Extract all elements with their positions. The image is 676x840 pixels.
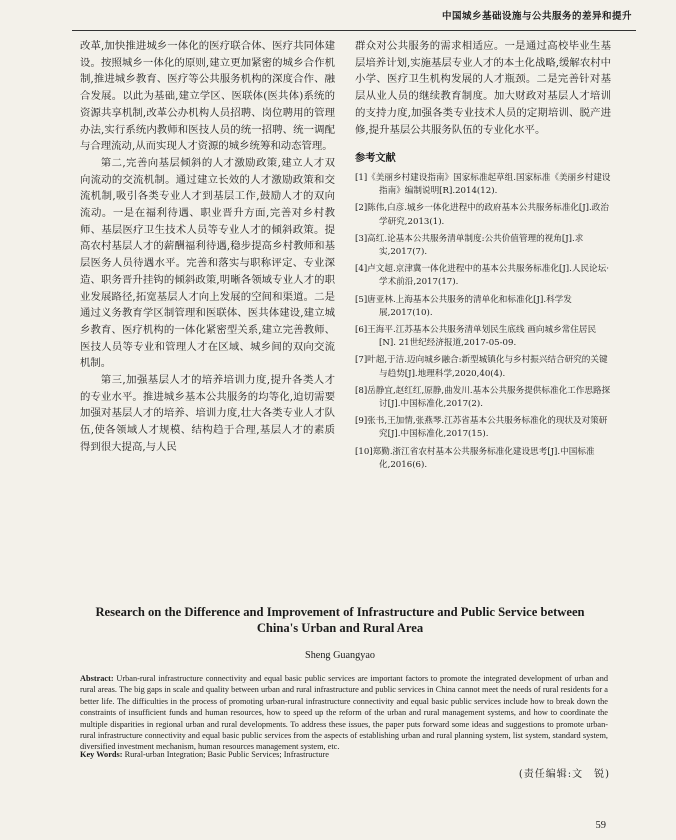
paragraph: 改革,加快推进城乡一体化的医疗联合体、医疗共同体建设。按照城乡一体化的原则,建立更加紧密的城乡合作机制,推进城乡教育、医疗等公共服务机构的深度合作、融合发展。以此为基础,建立学区、医联体(医共体)系统的资源共享机制,改革公办机构人员招聘、岗位聘用的管理办法,实行系统内教师和医技人员的统一招聘、统一调配与合理流动,从而实现人才资源的城乡统筹和动态管理。 [80, 40, 335, 153]
english-title [70, 604, 610, 636]
reference-item: [7]叶超,于洁.迈向城乡融合:新型城镇化与乡村振兴结合研究的关键与趋势[J].地理科学,2020,40(4). [355, 355, 608, 379]
right-column [355, 38, 611, 476]
english-abstract [80, 673, 608, 753]
header-rule [72, 30, 636, 31]
english-author: Sheng Guangyao [305, 650, 375, 661]
reference-list [355, 172, 611, 472]
paragraph: 第二,完善向基层倾斜的人才激励政策,建立人才双向流动的交流机制。通过建立长效的人才激励政策和交流机制,吸引各类专业人才到基层工作,鼓励人才的双向流动。一是在福利待遇、职业晋升方面,完善对乡村教师、基层医疗卫生技术人员等专业人才的倾斜政策。提高农村基层人才的薪酬福利待遇,稳步提高乡村教师和基层医务人员待遇水平。完善和落实与职称评定、专业深造、职务晋升挂钩的倾斜政策,明晰各领域专业人才的职业发展路径,拓宽基层人才向上发展的空间和渠道。二是通过义务教育学区制管理和医联体、医共体建设,建立城乡教育、医疗机构的一体化紧密型关系,建立完善教师、医技人员等专业和管理人才在区域、城乡间的双向交流机制。 [80, 156, 335, 370]
left-column [80, 38, 335, 456]
editor-note: (责任编辑:文 锐) [518, 769, 610, 780]
english-title-line: Research on the Difference and Improvement of Infrastructure and Public Service between [95, 605, 585, 619]
abstract-label: Abstract: [80, 674, 114, 683]
keywords-text: Rural-urban Integration; Basic Public Services; Infrastructure [124, 750, 329, 759]
paragraph: 群众对公共服务的需求相适应。一是通过高校毕业生基层培养计划,实施基层专业人才的本土化战略,缓解农村中小学、医疗卫生机构发展的人才瓶颈。二是完善针对基层从业人员的继续教育制度。加大财政对基层人才培训的支持力度,加强各类专业技术人员的定期培训、脱产进修,提升基层公共服务队伍的专业化水平。 [355, 40, 611, 136]
page-number: 59 [595, 820, 606, 831]
reference-item: [2]陈伟,白彦.城乡一体化进程中的政府基本公共服务标准化[J].政治学研究,2013(1). [355, 203, 609, 227]
reference-item: [1]《美丽乡村建设指南》国家标准起草组.国家标准《美丽乡村建设指南》编制说明[R].2014(12). [355, 172, 611, 197]
english-title-line: China's Urban and Rural Area [256, 621, 424, 635]
keywords-label: Key Words: [80, 750, 123, 759]
reference-item: [3]高红.论基本公共服务清单制度:公共价值管理的视角[J].求实,2017(7). [355, 233, 584, 257]
reference-item: [9]张书,王加情,张燕琴.江苏省基本公共服务标准化的现状及对策研究[J].中国标准化,2017(15). [355, 416, 608, 440]
reference-item: [8]岳静宜,赵红红,原静,曲发川.基本公共服务提供标准化工作思路探讨[J].中国标准化,2017(2). [355, 385, 611, 409]
references-heading: 参考文献 [355, 152, 396, 165]
reference-item: [10]郑勤.浙江省农村基本公共服务标准化建设思考[J].中国标准化,2016(6). [355, 446, 595, 470]
abstract-text: Urban-rural infrastructure connectivity and equal basic public services are important factors to promote the integrated development of urban and rural areas. The big gaps in scale and quality between urban and rural infrastructure and public services in China cannot meet the needs of rural residents for a better life. The difficulties in the process of promoting urban-rural infrastructure connectivity and equal basic public services include how to break down the constraints of insufficient funds and human resources, how to speed up the reform of the urban and rural management systems, and how to coordinate the multiple disparities in regional urban and rural developments. To address these issues, the paper puts forward some ideas and suggestions to promote urban-rural infrastructure connectivity and equal basic public services from the aspects of establishing urban and rural planning system, list system, standard system, diversified investment mechanism, human resources management system, etc. [80, 674, 609, 752]
reference-item: [5]唐亚林.上海基本公共服务的清单化和标准化[J].科学发展,2017(10). [355, 294, 572, 318]
reference-item: [6]王海平.江苏基本公共服务清单划民生底线 画向城乡常住居民[N]. 21世纪经济报道,2017-05-09. [355, 324, 597, 349]
reference-item: [4]卢文超.京津冀一体化进程中的基本公共服务标准化[J].人民论坛·学术前沿,2017(17). [355, 264, 609, 288]
english-keywords [80, 750, 608, 759]
running-title: 中国城乡基础设施与公共服务的差异和提升 [441, 11, 632, 22]
paragraph: 第三,加强基层人才的培养培训力度,提升各类人才的专业水平。推进城乡基本公共服务的均等化,迫切需要加强对基层人才的培养、培训力度,壮大各类专业人才队伍,使各领域人才规模、结构趋于合理,基层人才的素质得到很大提高,与人民 [80, 374, 335, 453]
